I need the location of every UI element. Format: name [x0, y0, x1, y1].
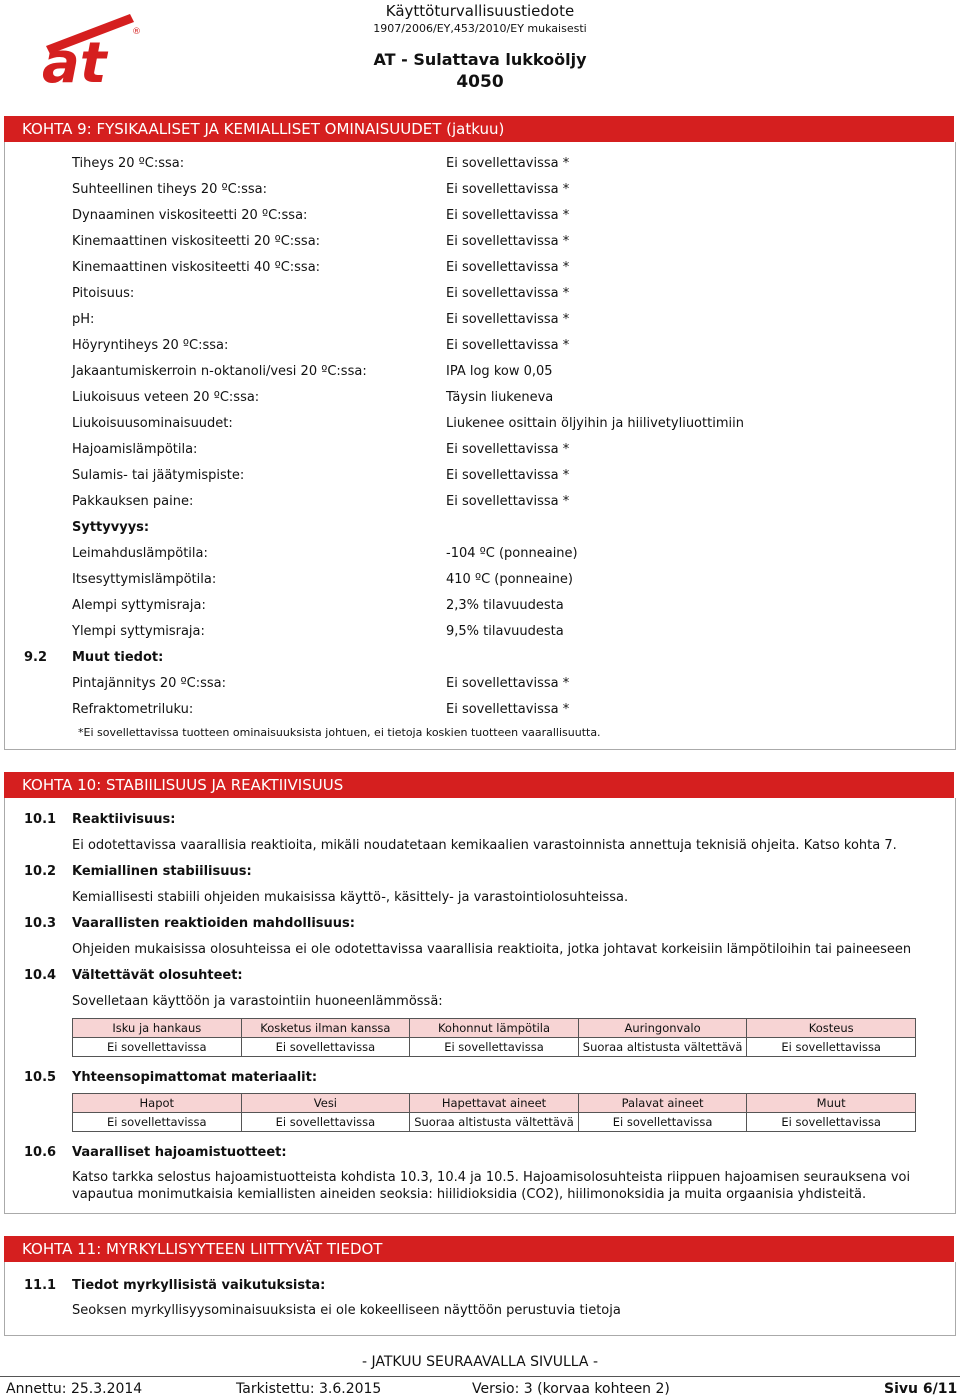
subsection-number: 10.1	[24, 812, 57, 827]
property-value: Ei sovellettavissa *	[446, 234, 570, 249]
property-label: Refraktometriluku:	[72, 702, 194, 717]
table-header-row	[73, 1094, 916, 1113]
subsection-title: Vaaralliset hajoamistuotteet:	[72, 1145, 287, 1160]
subsection-number: 11.1	[24, 1278, 57, 1293]
property-value: Ei sovellettavissa *	[446, 312, 570, 327]
table-row	[73, 1113, 916, 1132]
property-label: pH:	[72, 312, 95, 327]
footnote: *Ei sovellettavissa tuotteen ominaisuuksista johtuen, ei tietoja koskien tuotteen vaarallisuutta.	[78, 726, 601, 739]
table-cell: Ei sovellettavissa	[241, 1038, 410, 1057]
product-code: 4050	[456, 72, 504, 92]
property-label: Kinemaattinen viskositeetti 40 ºC:ssa:	[72, 260, 321, 275]
property-value: -104 ºC (ponneaine)	[446, 546, 578, 561]
subsection-text: Sovelletaan käyttöön ja varastointiin huoneenlämmössä:	[72, 994, 443, 1009]
property-value: Ei sovellettavissa *	[446, 702, 570, 717]
property-label: Jakaantumiskerroin n-oktanoli/vesi 20 ºC:ssa:	[72, 364, 367, 379]
property-label: Liukoisuusominaisuudet:	[72, 416, 233, 431]
property-value: 2,3% tilavuudesta	[446, 598, 564, 613]
table-cell: Ei sovellettavissa	[73, 1113, 242, 1132]
property-value: Ei sovellettavissa *	[446, 338, 570, 353]
property-value: Ei sovellettavissa *	[446, 286, 570, 301]
subsection-title: Tiedot myrkyllisistä vaikutuksista:	[72, 1278, 326, 1293]
subsection-title: Kemiallinen stabiilisuus:	[72, 864, 252, 879]
table-header-cell: Hapot	[73, 1094, 242, 1113]
table-header-cell: Palavat aineet	[578, 1094, 747, 1113]
subsection-text: Kemiallisesti stabiili ohjeiden mukaisissa käyttö-, käsittely- ja varastointiolosuhteissa.	[72, 890, 629, 905]
property-label: Pintajännitys 20 ºC:ssa:	[72, 676, 226, 691]
table-header-cell: Isku ja hankaus	[73, 1019, 242, 1038]
table-header-cell: Auringonvalo	[578, 1019, 747, 1038]
table-cell: Ei sovellettavissa	[747, 1038, 916, 1057]
table-cell: Ei sovellettavissa	[241, 1113, 410, 1132]
incompatible-materials-table	[72, 1093, 916, 1132]
property-value: Ei sovellettavissa *	[446, 676, 570, 691]
table-header-cell: Muut	[747, 1094, 916, 1113]
table-header-cell: Kosteus	[747, 1019, 916, 1038]
property-value: Ei sovellettavissa *	[446, 182, 570, 197]
property-label: Tiheys 20 ºC:ssa:	[72, 156, 185, 171]
subsection-number: 10.4	[24, 968, 57, 983]
property-label: Itsesyttymislämpötila:	[72, 572, 217, 587]
property-value: Ei sovellettavissa *	[446, 260, 570, 275]
section-11-frame	[4, 1262, 956, 1336]
property-value: Täysin liukeneva	[446, 390, 554, 405]
property-value: Liukenee osittain öljyihin ja hiilivetyliuottimiin	[446, 416, 744, 431]
company-logo	[40, 12, 144, 84]
property-value: 9,5% tilavuudesta	[446, 624, 564, 639]
regulation: 1907/2006/EY,453/2010/EY mukaisesti	[373, 22, 587, 35]
subsection-number: 10.6	[24, 1145, 57, 1160]
table-header-row	[73, 1019, 916, 1038]
property-label: Pitoisuus:	[72, 286, 135, 301]
table-cell: Suoraa altistusta vältettävä	[410, 1113, 579, 1132]
property-label: Liukoisuus veteen 20 ºC:ssa:	[72, 390, 260, 405]
subsection-text: Ohjeiden mukaisissa olosuhteissa ei ole odotettavissa vaarallisia reaktioita, jotka johtavat korkeisiin lämpötiloihin tai paineeseen	[72, 942, 912, 957]
table-cell: Ei sovellettavissa	[410, 1038, 579, 1057]
property-label: Sulamis- tai jäätymispiste:	[72, 468, 245, 483]
table-header-cell: Vesi	[241, 1094, 410, 1113]
property-label: Hajoamislämpötila:	[72, 442, 198, 457]
property-label: Suhteellinen tiheys 20 ºC:ssa:	[72, 182, 267, 197]
property-label: Alempi syttymisraja:	[72, 598, 206, 613]
property-label: Pakkauksen paine:	[72, 494, 194, 509]
continues-next-page: - JATKUU SEURAAVALLA SIVULLA -	[361, 1354, 598, 1370]
subsection-text: Seoksen myrkyllisyysominaisuuksista ei ole kokeelliseen näyttöön perustuvia tietoja	[72, 1303, 621, 1318]
property-value: Ei sovellettavissa *	[446, 156, 570, 171]
section-10-title: KOHTA 10: STABIILISUUS JA REAKTIIVISUUS	[4, 772, 954, 798]
table-header-cell: Kohonnut lämpötila	[410, 1019, 579, 1038]
page-number: Sivu 6/11	[884, 1381, 958, 1397]
version: Versio: 3 (korvaa kohteen 2)	[472, 1381, 670, 1397]
property-label: Ylempi syttymisraja:	[72, 624, 205, 639]
table-cell: Suoraa altistusta vältettävä	[578, 1038, 747, 1057]
section-9-title: KOHTA 9: FYSIKAALISET JA KEMIALLISET OMINAISUUDET (jatkuu)	[4, 116, 954, 142]
revised-date: Tarkistettu: 3.6.2015	[236, 1381, 382, 1397]
subsection-number: 10.3	[24, 916, 57, 931]
property-label: Höyryntiheys 20 ºC:ssa:	[72, 338, 229, 353]
subsection-title: Reaktiivisuus:	[72, 812, 176, 827]
subsection-number: 10.5	[24, 1070, 57, 1085]
property-value: Ei sovellettavissa *	[446, 494, 570, 509]
table-row	[73, 1038, 916, 1057]
property-label: Leimahduslämpötila:	[72, 546, 208, 561]
property-value: 410 ºC (ponneaine)	[446, 572, 573, 587]
subsection-text: Katso tarkka selostus hajoamistuotteista kohdista 10.3, 10.4 ja 10.5. Hajoamisolosuhteista riippuen hajoamisen seurauksena voi	[72, 1170, 911, 1185]
table-cell: Ei sovellettavissa	[73, 1038, 242, 1057]
subsection-title: Yhteensopimattomat materiaalit:	[72, 1070, 318, 1085]
subsection-text: vapautua monimutkaisia kemiallisten aineiden seoksia: hiilidioksidia (CO2), hiilimonoksidia ja muita orgaanisia yhdisteitä.	[72, 1187, 867, 1202]
product-name: AT - Sulattava lukkoöljy	[373, 50, 587, 69]
property-value: Ei sovellettavissa *	[446, 208, 570, 223]
subsection-title: Vältettävät olosuhteet:	[72, 968, 243, 983]
issued-date: Annettu: 25.3.2014	[6, 1381, 143, 1397]
subsection-text: Ei odotettavissa vaarallisia reaktioita, mikäli noudatetaan kemikaalien varastoinnista annettuja teknisiä ohjeita. Katso kohta 7.	[72, 838, 897, 853]
subsection-title: Vaarallisten reaktioiden mahdollisuus:	[72, 916, 355, 931]
logo-text: at	[42, 31, 107, 84]
subsection-number: 9.2	[24, 650, 48, 665]
property-value: Ei sovellettavissa *	[446, 468, 570, 483]
property-label: Dynaaminen viskositeetti 20 ºC:ssa:	[72, 208, 308, 223]
svg-text:®: ®	[132, 27, 141, 37]
subsection-title: Muut tiedot:	[72, 650, 164, 665]
table-header-cell: Kosketus ilman kanssa	[241, 1019, 410, 1038]
flammability-heading: Syttyvyys:	[72, 520, 150, 535]
property-label: Kinemaattinen viskositeetti 20 ºC:ssa:	[72, 234, 321, 249]
conditions-to-avoid-table	[72, 1018, 916, 1057]
table-cell: Ei sovellettavissa	[578, 1113, 747, 1132]
footer-divider	[0, 1376, 960, 1377]
document-type: Käyttöturvallisuustiedote	[385, 2, 575, 20]
subsection-number: 10.2	[24, 864, 57, 879]
section-11-title: KOHTA 11: MYRKYLLISYYTEEN LIITTYVÄT TIEDOT	[4, 1236, 954, 1262]
table-cell: Ei sovellettavissa	[747, 1113, 916, 1132]
table-header-cell: Hapettavat aineet	[410, 1094, 579, 1113]
property-value: Ei sovellettavissa *	[446, 442, 570, 457]
property-value: IPA log kow 0,05	[446, 364, 553, 379]
